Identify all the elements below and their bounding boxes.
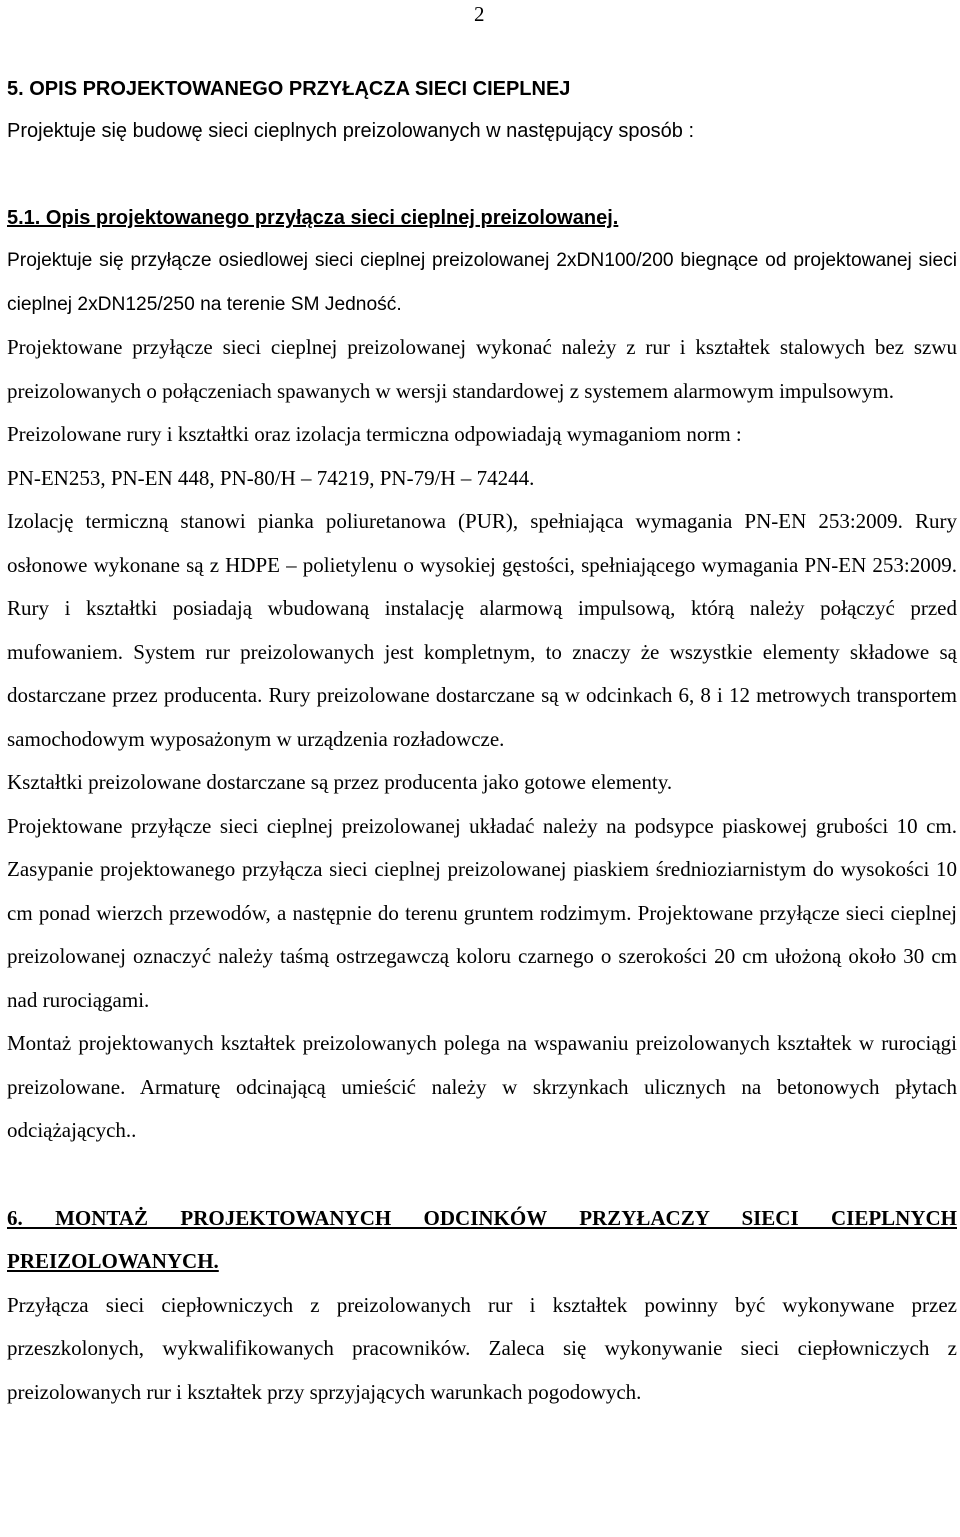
section-6-paragraph-1: Przyłącza sieci ciepłowniczych z preizolowanych rur i kształtek powinny być wykonywane przez przeszkolonych, wykwalifikowanych pracowników. Zaleca się wykonywanie sieci ciepłowniczych z preizolowanych rur i kształtek przy sprzyjających warunkach pogodowych.: [7, 1292, 957, 1404]
section-6-title: 6. MONTAŻ PROJEKTOWANYCH ODCINKÓW PRZYŁACZY SIECI CIEPLNYCH PREIZOLOWANYCH.: [7, 1205, 957, 1273]
section-5-1-paragraph-5: Izolację termiczną stanowi pianka poliuretanowa (PUR), spełniająca wymagania PN-EN 253:2009. Rury osłonowe wykonane są z HDPE – polietylenu o wysokiej gęstości, spełniającego wymagania PN-EN 253:2009. Rury i kształtki posiadają wbudowaną instalację alarmową impulsową, którą należy połączyć przed mufowaniem. System rur preizolowanych jest kompletnym, to znaczy że wszystkie elementy składowe są dostarczane przez producenta. Rury preizolowane dostarczane są w odcinkach 6, 8 i 12 metrowych transportem samochodowym wyposażonym w urządzenia rozładowcze.: [7, 509, 957, 751]
document-body: [7, 68, 957, 1414]
section-5-1-paragraph-8: Montaż projektowanych kształtek preizolowanych polega na wspawaniu preizolowanych kształtek w rurociągi preizolowane. Armaturę odcinającą umieścić należy w skrzynkach ulicznych na betonowych płytach odciążających..: [7, 1031, 957, 1142]
section-5-1-paragraph-2: Projektowane przyłącze sieci cieplnej preizolowanej wykonać należy z rur i kształtek stalowych bez szwu preizolowanych o połączeniach spawanych w wersji standardowej z systemem alarmowym impulsowym.: [7, 335, 957, 403]
spacer: [7, 152, 957, 197]
section-5-1-title: 5.1. Opis projektowanego przyłącza sieci cieplnej preizolowanej.: [7, 207, 619, 229]
section-5-1-paragraph-3: Preizolowane rury i kształtki oraz izolacja termiczna odpowiadają wymaganiom norm :: [7, 422, 742, 446]
section-5-1-standards: PN-EN253, PN-EN 448, PN-80/H – 74219, PN-79/H – 74244.: [7, 465, 535, 490]
section-5-intro: Projektuje się budowę sieci cieplnych preizolowanych w następujący sposób :: [7, 120, 695, 142]
page-number: 2: [474, 2, 485, 26]
section-5-1-paragraph-6: Kształtki preizolowane dostarczane są przez producenta jako gotowe elementy.: [7, 770, 673, 794]
section-5-1-paragraph-1: Projektuje się przyłącze osiedlowej sieci cieplnej preizolowanej 2xDN100/200 biegnące od projektowanej sieci cieplnej 2xDN125/250 na terenie SM Jedność.: [7, 250, 957, 315]
spacer: [7, 1153, 957, 1197]
section-5-1-paragraph-7: Projektowane przyłącze sieci cieplnej preizolowanej układać należy na podsypce piaskowej grubości 10 cm. Zasypanie projektowanego przyłącza sieci cieplnej preizolowanej piaskiem średnioziarnistym do wysokości 10 cm ponad wierzch przewodów, a następnie do terenu gruntem rodzimym. Projektowane przyłącze sieci cieplnej preizolowanej oznaczyć należy taśmą ostrzegawczą koloru czarnego o szerokości 20 cm ułożoną około 30 cm nad rurociągami.: [7, 813, 957, 1012]
section-5-title: 5. OPIS PROJEKTOWANEGO PRZYŁĄCZA SIECI CIEPLNEJ: [7, 78, 571, 100]
